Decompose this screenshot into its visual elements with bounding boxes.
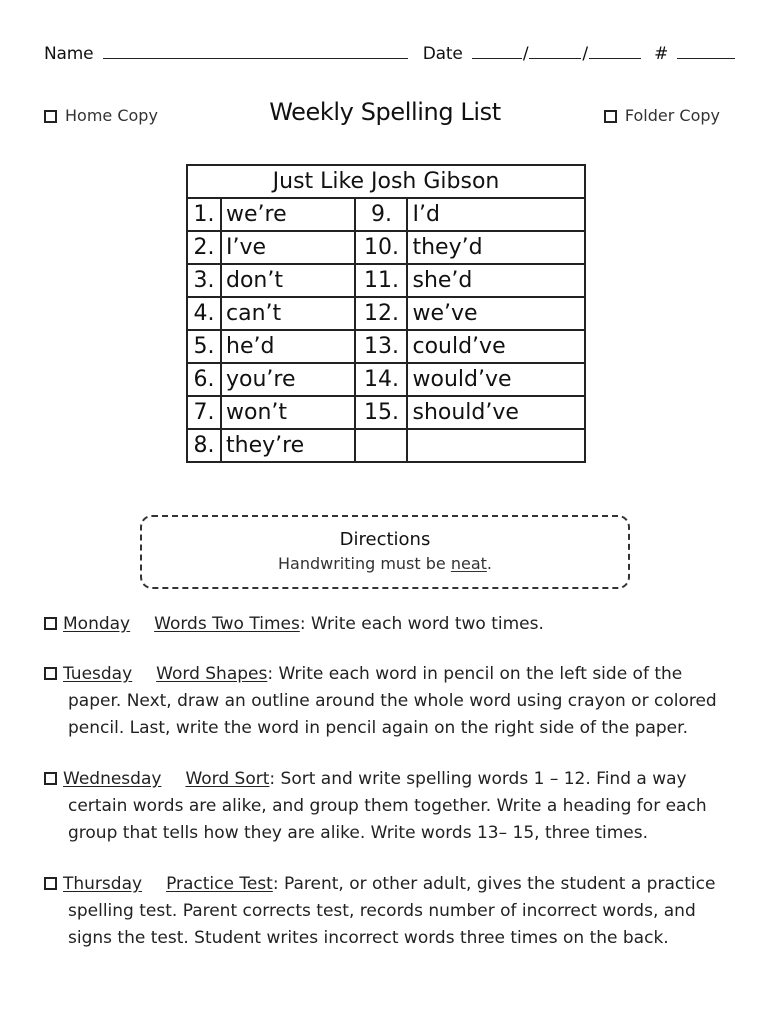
- task-instruction-line: pencil. Last, write the word in pencil again on the right side of the paper.: [68, 718, 688, 738]
- task-instruction: : Parent, or other adult, gives the student a practice: [272, 874, 716, 894]
- page-title: Weekly Spelling List: [269, 98, 501, 126]
- date-label: Date: [422, 44, 463, 64]
- task-instruction-line: spelling test. Parent corrects test, records number of incorrect words, and: [68, 901, 696, 921]
- directions-text: [142, 554, 628, 573]
- word-number: 1.: [187, 198, 221, 231]
- folder-copy-label: Folder Copy: [624, 106, 720, 125]
- table-row: [187, 198, 585, 231]
- folder-copy-option[interactable]: [604, 106, 720, 125]
- table-row: [187, 264, 585, 297]
- word-number: 15.: [355, 396, 407, 429]
- home-copy-label: Home Copy: [65, 106, 158, 125]
- task-instruction: : Sort and write spelling words 1 – 12. Find a way: [269, 769, 687, 789]
- task-instruction-line: signs the test. Student writes incorrect words three times on the back.: [68, 928, 669, 948]
- monday-checkbox[interactable]: [44, 617, 57, 630]
- date-group: [423, 44, 646, 64]
- spelling-word: they’re: [221, 429, 355, 462]
- spelling-word: don’t: [221, 264, 355, 297]
- table-row: [187, 429, 585, 462]
- directions-text-start: Handwriting must be: [277, 554, 451, 573]
- directions-title: Directions: [339, 529, 431, 550]
- table-row: [187, 330, 585, 363]
- header-line: [44, 44, 735, 64]
- spelling-word: should’ve: [407, 396, 585, 429]
- date-year-field[interactable]: [589, 44, 641, 59]
- folder-copy-checkbox[interactable]: [604, 110, 617, 123]
- word-number: 3.: [187, 264, 221, 297]
- task-instruction: : Write each word in pencil on the left side of the: [267, 664, 683, 684]
- table-row: [187, 363, 585, 396]
- directions-emphasis: neat: [450, 554, 487, 573]
- task-activity: Word Shapes: [156, 664, 268, 684]
- spelling-word: can’t: [221, 297, 355, 330]
- spelling-word: you’re: [221, 363, 355, 396]
- word-number: 12.: [355, 297, 407, 330]
- task-instruction-line: group that tells how they are alike. Write words 13– 15, three times.: [68, 823, 649, 843]
- copy-row: [0, 98, 770, 134]
- word-number: 6.: [187, 363, 221, 396]
- spelling-word: we’ve: [407, 297, 585, 330]
- task-instruction-line: certain words are alike, and group them together. Write a heading for each: [68, 796, 707, 816]
- spelling-word: I’d: [407, 198, 585, 231]
- spelling-word-table: [186, 164, 586, 463]
- word-number: 4.: [187, 297, 221, 330]
- word-number: [355, 429, 407, 462]
- table-row: [187, 231, 585, 264]
- task-instruction: : Write each word two times.: [299, 614, 544, 634]
- spelling-word: they’d: [407, 231, 585, 264]
- table-row: [187, 297, 585, 330]
- spelling-word: she’d: [407, 264, 585, 297]
- word-number: 13.: [355, 330, 407, 363]
- date-month-field[interactable]: [472, 44, 522, 59]
- wednesday-checkbox[interactable]: [44, 772, 57, 785]
- spelling-word: we’re: [221, 198, 355, 231]
- name-label: Name: [44, 44, 94, 64]
- task-day: Thursday: [63, 874, 143, 894]
- date-separator: /: [522, 44, 529, 64]
- number-label: #: [654, 44, 669, 64]
- task-day: Wednesday: [63, 769, 162, 789]
- word-number: 5.: [187, 330, 221, 363]
- task-activity: Practice Test: [166, 874, 273, 894]
- word-number: 10.: [355, 231, 407, 264]
- table-row: [187, 396, 585, 429]
- spelling-word: [407, 429, 585, 462]
- tuesday-checkbox[interactable]: [44, 667, 57, 680]
- task-activity: Words Two Times: [154, 614, 300, 634]
- thursday-checkbox[interactable]: [44, 877, 57, 890]
- word-number: 11.: [355, 264, 407, 297]
- spelling-word: won’t: [221, 396, 355, 429]
- word-number: 8.: [187, 429, 221, 462]
- word-number: 9.: [355, 198, 407, 231]
- date-day-field[interactable]: [529, 44, 581, 59]
- task-wednesday: [44, 766, 734, 847]
- task-day: Tuesday: [63, 664, 133, 684]
- home-copy-checkbox[interactable]: [44, 110, 57, 123]
- task-monday: [44, 611, 734, 638]
- spelling-word: I’ve: [221, 231, 355, 264]
- directions-text-end: .: [486, 554, 492, 573]
- task-instruction-line: paper. Next, draw an outline around the whole word using crayon or colored: [68, 691, 717, 711]
- task-thursday: [44, 871, 734, 952]
- directions-box: [140, 515, 630, 589]
- spelling-word: would’ve: [407, 363, 585, 396]
- date-separator: /: [582, 44, 588, 64]
- word-number: 14.: [355, 363, 407, 396]
- word-list-title: Just Like Josh Gibson: [187, 165, 585, 198]
- home-copy-option[interactable]: [44, 106, 158, 125]
- word-number: 7.: [187, 396, 221, 429]
- name-field[interactable]: [103, 44, 408, 59]
- spelling-word: could’ve: [407, 330, 585, 363]
- task-day: Monday: [63, 614, 131, 634]
- number-field[interactable]: [677, 44, 735, 59]
- task-tuesday: [44, 661, 734, 742]
- spelling-word: he’d: [221, 330, 355, 363]
- task-activity: Word Sort: [185, 769, 270, 789]
- word-number: 2.: [187, 231, 221, 264]
